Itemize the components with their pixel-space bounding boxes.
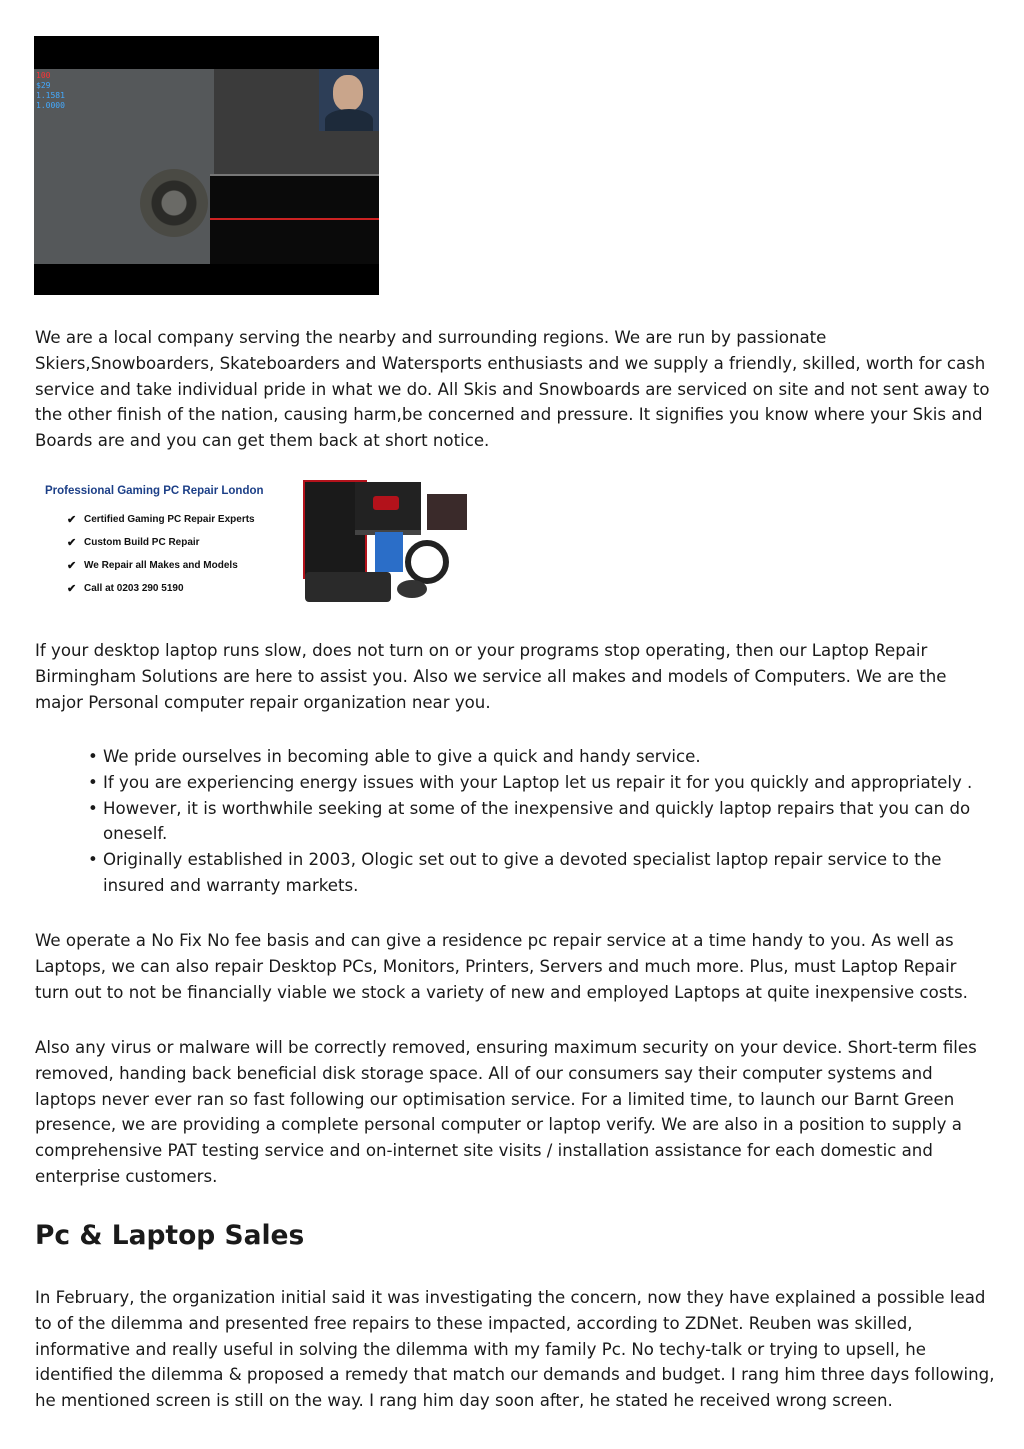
headset-image — [405, 540, 449, 584]
check-icon: ✔ — [67, 514, 77, 526]
list-item: • Originally established in 2003, Ologic set out to give a devoted specialist laptop repair service to the insured and warranty markets. — [88, 850, 942, 895]
virus-removal-paragraph: Also any virus or malware will be correctly removed, ensuring maximum security on your device. Short-term files removed, handing back beneficial disk storage space. All of our consumers say their computer systems and laptops never ever ran so fast following our optimisation service. For a limited time, to launch our Barnt Green presence, we are providing a complete personal computer or laptop verify. We are also in a position to supply a comprehensive PAT testing service and on-internet site visits / installation assistance for each domestic and enterprise customers. — [35, 1038, 977, 1186]
sales-paragraph: In February, the organization initial said it was investigating the concern, now they have explained a possible lead to of the dilemma and presented free repairs to these impacted, according to ZDNet. Reuben was skilled, informative and really useful in solving the dilemma with my family Pc. No techy-talk or trying to upsell, he identified the dilemma & proposed a remedy that match our demands and budget. I rang him three days following, he mentioned screen is still on the way. I rang him day soon after, he stated he received wrong screen. — [35, 1288, 995, 1411]
video-scene — [34, 69, 379, 264]
check-icon: ✔ — [67, 537, 77, 549]
no-fix-no-fee-paragraph: We operate a No Fix No fee basis and can give a residence pc repair service at a time handy to you. As well as Laptops, we can also repair Desktop PCs, Monitors, Printers, Servers and much more. Plus, must Laptop Repair turn out to not be financially viable we stock a variety of new and employed Laptops at quite inexpensive costs. — [35, 931, 968, 1002]
keyboard-image — [305, 572, 391, 602]
intro-paragraph: We are a local company serving the nearby and surrounding regions. We are run by passionate Skiers,Snowboarders, Skateboarders and Watersports enthusiasts and we supply a friendly, skilled, worth for cash service and take individual pride in what we do. All Skis and Snowboards are serviced on site and not sent away to the other finish of the nation, causing harm,be concerned and pressure. It signifies you know where your Skis and Boards are and you can get them back at short notice. — [35, 328, 990, 451]
gaming-pc-repair-banner[interactable] — [35, 476, 475, 611]
webcam-overlay — [319, 69, 379, 131]
section-heading: Pc & Laptop Sales — [35, 1220, 305, 1251]
check-icon: ✔ — [67, 583, 77, 595]
banner-title: Professional Gaming PC Repair London — [45, 485, 264, 497]
banner-feature-list — [67, 514, 255, 606]
banner-item: ✔ Certified Gaming PC Repair Experts — [67, 514, 255, 526]
banner-item: ✔ Custom Build PC Repair — [67, 537, 200, 549]
repair-video-thumbnail[interactable] — [34, 36, 379, 295]
cpu-fan-image — [140, 169, 208, 237]
mouse-image — [397, 580, 427, 598]
check-icon: ✔ — [67, 560, 77, 572]
list-item: • We pride ourselves in becoming able to give a quick and handy service. — [88, 747, 701, 766]
service-bullet-list — [88, 744, 988, 899]
list-item: • However, it is worthwhile seeking at some of the inexpensive and quickly laptop repairs that you can do oneself. — [88, 798, 971, 844]
cpu-box-image — [375, 532, 403, 572]
meter-readout: 100 $29 1.1581 1.0000 — [36, 71, 65, 110]
list-item: • If you are experiencing energy issues with your Laptop let us repair it for you quickly and appropriately . — [88, 772, 973, 792]
gaming-laptop-image — [355, 482, 421, 535]
banner-item: ✔ We Repair all Makes and Models — [67, 560, 238, 572]
banner-item: ✔ Call at 0203 290 5190 — [67, 583, 184, 595]
service-paragraph: If your desktop laptop runs slow, does not turn on or your programs stop operating, then our Laptop Repair Birmingham Solutions are here to assist you. Also we service all makes and models of Computers. We are the major Personal computer repair organization near you. — [35, 641, 947, 712]
monitor-image — [427, 494, 467, 530]
oscilloscope-display — [210, 174, 379, 264]
